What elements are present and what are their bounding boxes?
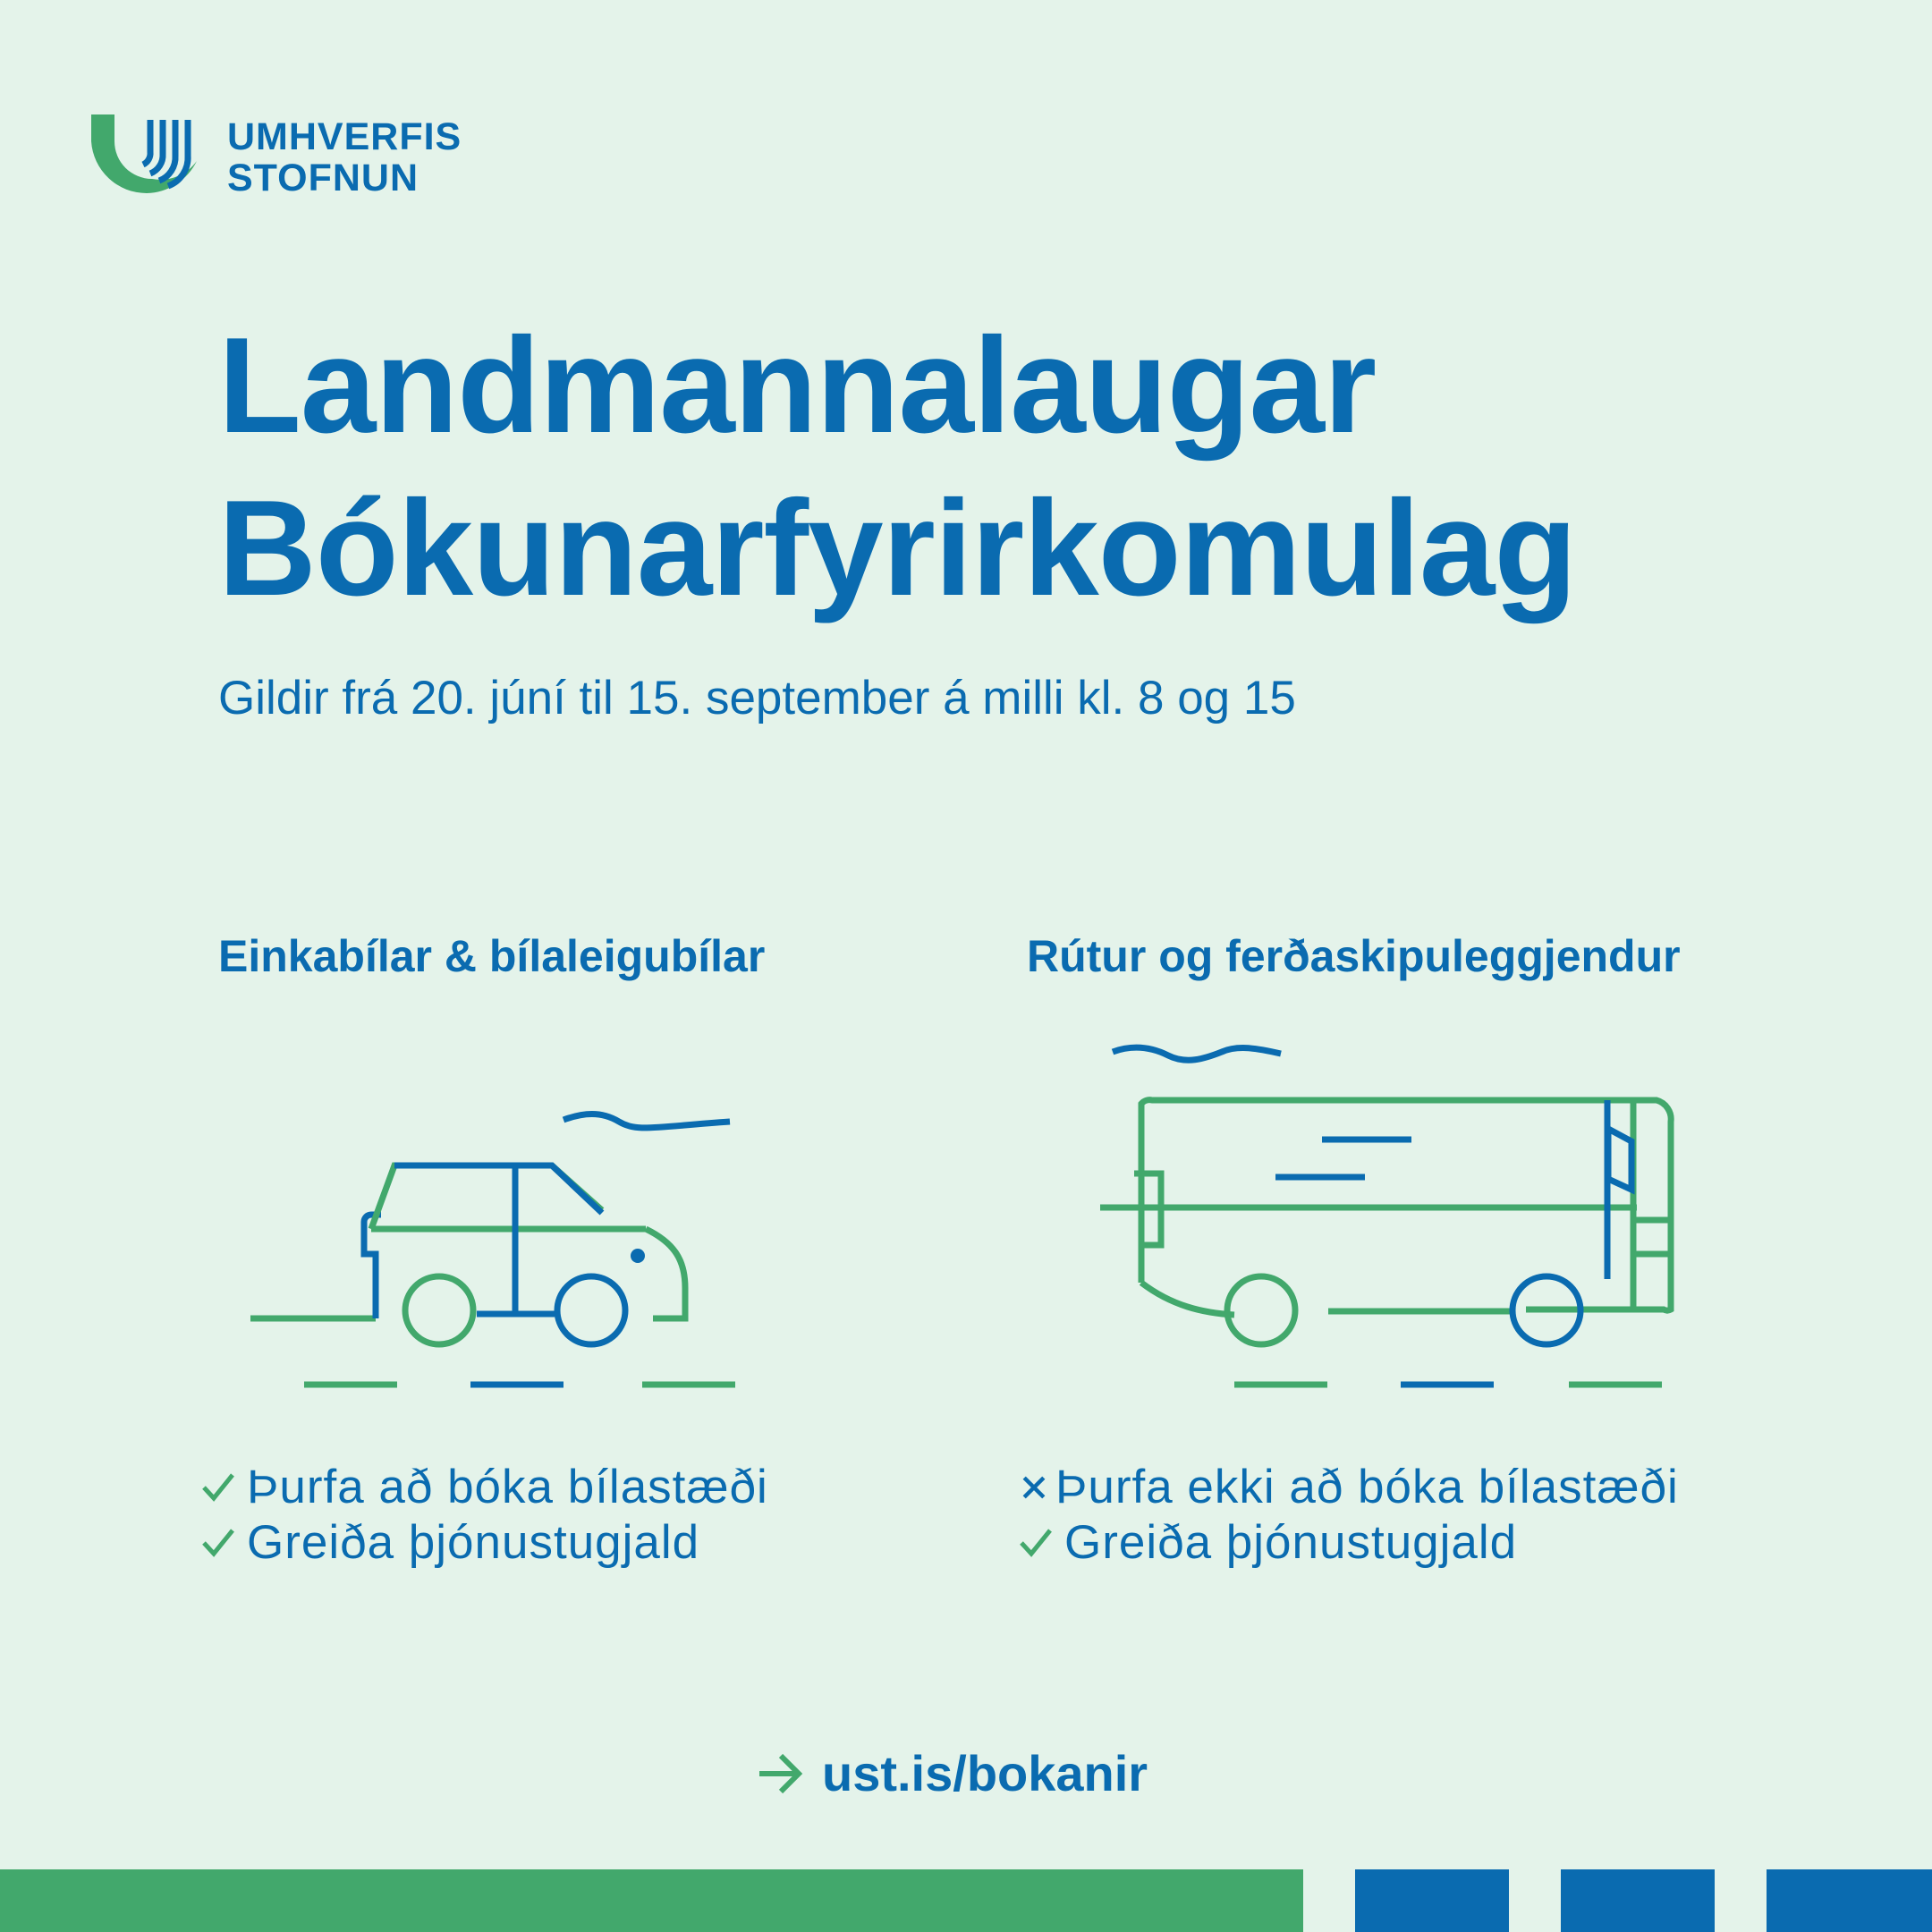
brand-name	[227, 116, 462, 199]
title-line2: Bókunarfyrirkomulag	[218, 472, 1577, 624]
check-icon	[200, 1470, 236, 1505]
car-icon	[250, 1020, 751, 1404]
buses-heading: Rútur og ferðaskipuleggjendur	[1027, 931, 1681, 981]
private-cars-feature-list	[200, 1460, 768, 1571]
title-line1: Landmannalaugar	[218, 309, 1377, 462]
footer-blue-square	[1767, 1869, 1932, 1932]
private-cars-heading: Einkabílar & bílaleigubílar	[218, 931, 766, 981]
check-icon	[1018, 1525, 1054, 1561]
footer-blue-square	[1355, 1869, 1509, 1932]
brand-name-line1: UMHVERFIS	[227, 115, 462, 158]
footer-green-bar	[0, 1869, 1303, 1932]
page-title	[218, 304, 1576, 630]
validity-subtitle: Gildir frá 20. júní til 15. september á milli kl. 8 og 15	[218, 672, 1296, 724]
bus-icon	[1091, 1020, 1682, 1404]
list-item	[200, 1460, 768, 1515]
booking-link[interactable]	[756, 1744, 1148, 1802]
list-item	[1018, 1460, 1679, 1515]
brand-name-line2: STOFNUN	[227, 157, 419, 199]
list-item	[200, 1515, 768, 1571]
arrow-right-icon	[756, 1751, 806, 1796]
requirement-text: Þurfa ekki að bóka bílastæði	[1055, 1461, 1679, 1513]
buses-feature-list	[1018, 1460, 1679, 1571]
requirement-text: Greiða þjónustugjald	[247, 1516, 700, 1569]
list-item	[1018, 1515, 1679, 1571]
check-icon	[200, 1525, 236, 1561]
requirement-text: Greiða þjónustugjald	[1064, 1516, 1518, 1569]
booking-link-text: ust.is/bokanir	[822, 1745, 1148, 1801]
requirement-text: Þurfa að bóka bílastæði	[247, 1461, 768, 1513]
footer-blue-square	[1561, 1869, 1715, 1932]
cross-icon	[1018, 1470, 1050, 1505]
